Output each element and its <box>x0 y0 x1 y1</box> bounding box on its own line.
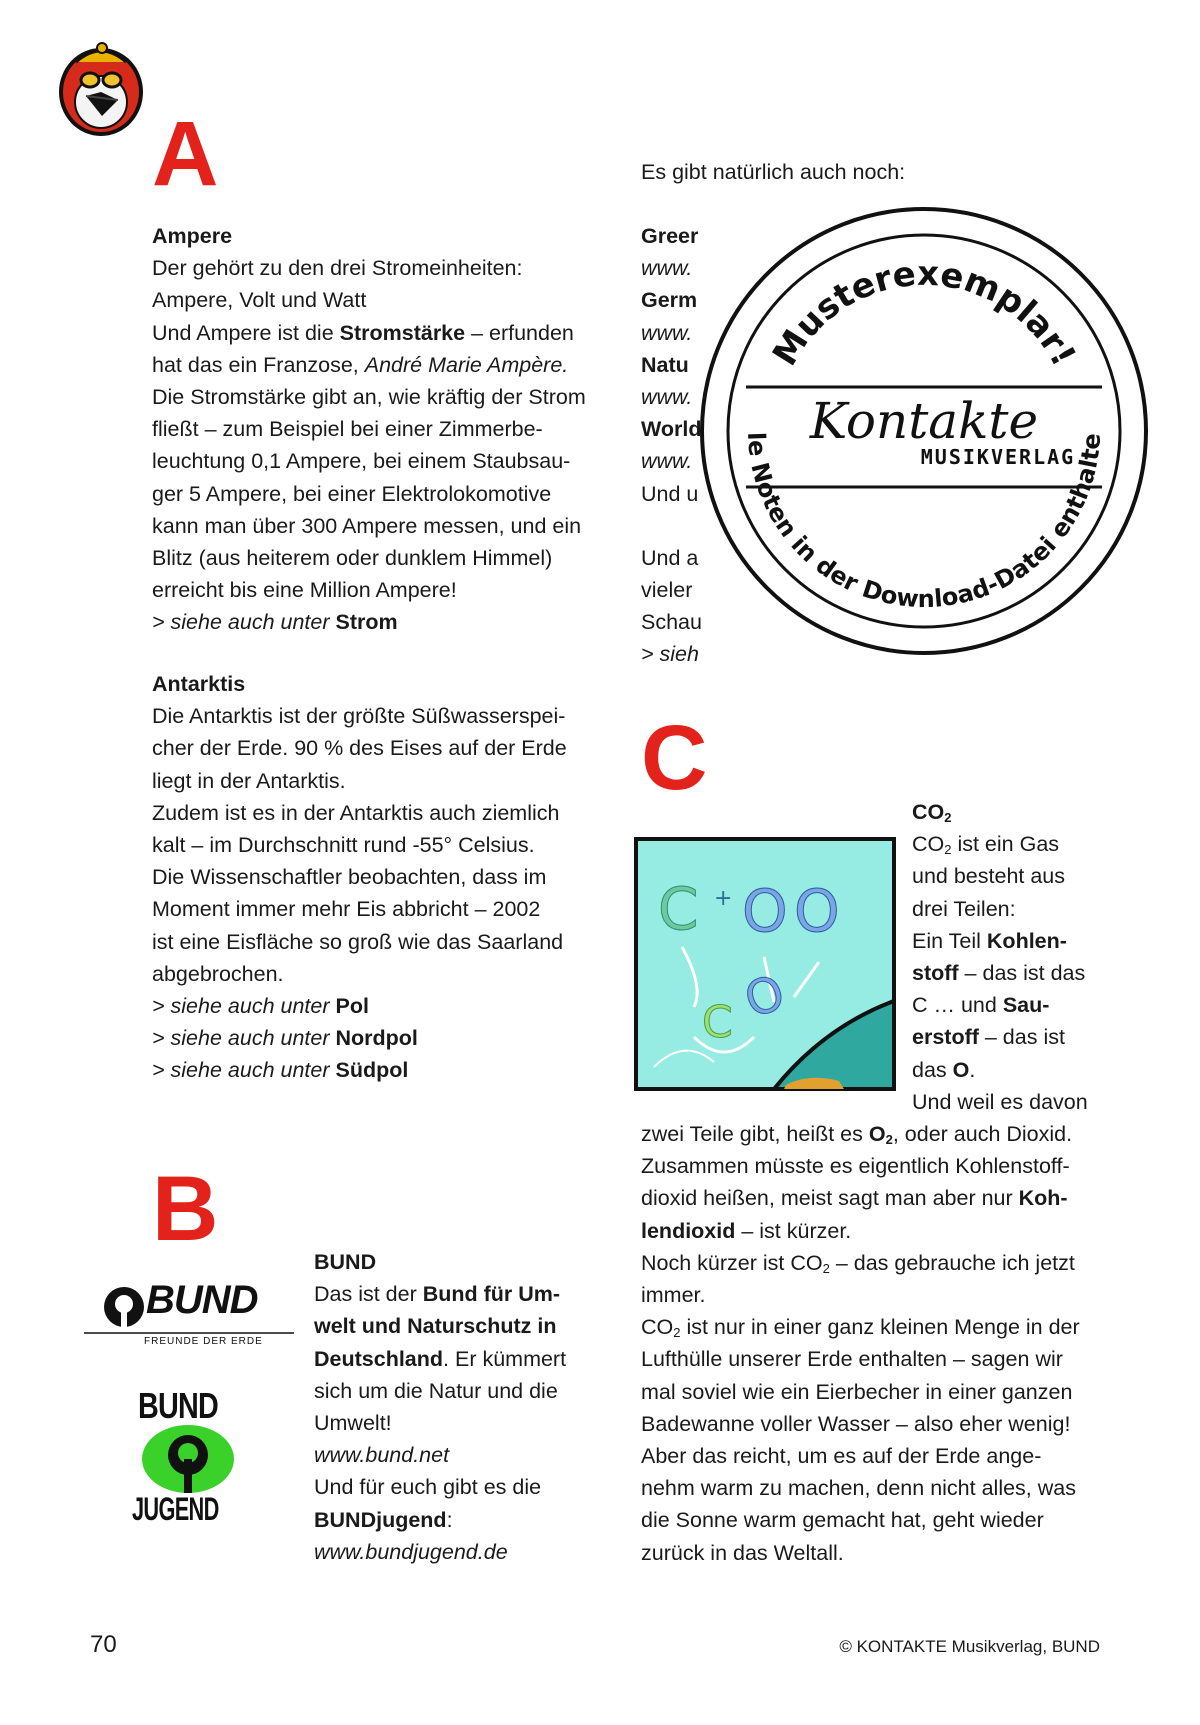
bold-term: erstoff <box>912 1025 979 1050</box>
text: C … und <box>912 993 1003 1018</box>
org-text: Und a <box>641 545 699 570</box>
bund-line <box>314 1343 614 1375</box>
bund-logo-text: BUND <box>146 1278 258 1322</box>
antarktis-line: Moment immer mehr Eis abbricht – 2002 <box>152 897 541 922</box>
text: ist ein Gas <box>951 832 1060 857</box>
illus-carbon-letter: C <box>658 875 699 943</box>
co2-line <box>912 989 1122 1021</box>
see-also-pol[interactable] <box>152 990 622 1022</box>
org-url[interactable]: www. <box>641 320 693 345</box>
see-also-link[interactable]: Strom <box>335 610 398 635</box>
bold-term: Bund für Um- <box>422 1282 561 1307</box>
antarktis-line: Zudem ist es in der Antarktis auch ziemlich <box>152 800 560 825</box>
bold-term: Deutschland <box>314 1346 444 1371</box>
illus-plus-sign: + <box>714 886 733 911</box>
text: Und Ampere ist die <box>152 320 340 345</box>
ampere-line: erreicht bis eine Million Ampere! <box>152 578 457 603</box>
section-letter-c: C <box>641 707 708 809</box>
illus-oxygen-letter: O <box>794 877 840 945</box>
co2-line <box>641 1247 1141 1279</box>
ampere-line: ger 5 Ampere, bei einer Elektrolokomotive <box>152 481 552 506</box>
stamp-brand: Kontakte <box>809 392 1039 450</box>
subscript: 2 <box>885 1132 893 1147</box>
intro-text: Es gibt natürlich auch noch: <box>641 160 906 184</box>
text: CO <box>912 832 945 857</box>
entry-heading-antarktis: Antarktis <box>152 672 246 696</box>
co2-line: zurück in das Weltall. <box>641 1540 844 1565</box>
text: Noch kürzer ist CO <box>641 1250 823 1275</box>
text: . <box>969 1057 976 1082</box>
org-url[interactable]: www. <box>641 256 693 281</box>
bundjugend-logo-top: BUND <box>138 1385 218 1426</box>
entry-heading-bund: BUND <box>314 1250 377 1274</box>
bundjugend-url-link[interactable]: www.bundjugend.de <box>314 1539 508 1564</box>
copyright-notice: © KONTAKTE Musikverlag, BUND <box>839 1637 1100 1656</box>
entry-co2 <box>912 796 1122 1118</box>
bund-line <box>314 1278 614 1310</box>
text: – das ist das <box>958 961 1086 986</box>
org-url[interactable]: www. <box>641 449 693 474</box>
ampere-line: kann man über 300 Ampere messen, und ein <box>152 513 582 538</box>
see-also-prefix: > siehe auch unter <box>152 1058 336 1083</box>
org-text: Und u <box>641 481 699 506</box>
subscript: 2 <box>944 842 952 858</box>
bold-term <box>869 1122 893 1146</box>
co2-line: mal soviel wie ein Eierbecher in einer ganzen <box>641 1379 1073 1404</box>
stamp-arc-top: Musterexemplar! <box>764 253 1084 373</box>
ampere-line <box>152 317 622 349</box>
antarktis-line: liegt in der Antarktis. <box>152 768 346 793</box>
bundjugend-logo-bottom: JUGEND <box>132 1491 219 1527</box>
italic-name: André Marie Ampère. <box>364 352 569 377</box>
bold-term: Koh- <box>1018 1186 1068 1211</box>
bund-line: sich um die Natur und die <box>314 1378 558 1403</box>
bold-term: O <box>952 1057 970 1082</box>
section-letter-b: B <box>152 1158 219 1260</box>
text: Ein Teil <box>912 928 987 953</box>
org-text: Schau <box>641 610 702 635</box>
subscript: 2 <box>944 810 952 825</box>
text: : <box>446 1507 453 1532</box>
co2-line <box>641 1311 1141 1343</box>
co2-line <box>641 1182 1141 1214</box>
text: CO <box>912 800 945 824</box>
bund-line: Und für euch gibt es die <box>314 1475 542 1500</box>
bund-line: Umwelt! <box>314 1411 392 1436</box>
see-also-nordpol[interactable] <box>152 1022 622 1054</box>
co2-line: immer. <box>641 1283 706 1308</box>
see-also-link[interactable]: Pol <box>335 994 369 1019</box>
co2-line: Zusammen müsste es eigentlich Kohlenstoff- <box>641 1154 1070 1179</box>
text: hat das ein Franzose, <box>152 352 365 377</box>
text: O <box>868 1122 886 1146</box>
ampere-line <box>152 349 622 381</box>
ampere-line: leuchtung 0,1 Ampere, bei einem Staubsau- <box>152 449 571 474</box>
see-also-suedpol[interactable] <box>152 1054 622 1086</box>
org-url[interactable]: www. <box>641 385 693 410</box>
antarktis-line: Die Wissenschaftler beobachten, dass im <box>152 865 547 890</box>
antarktis-line: Die Antarktis ist der größte Süßwasserspei- <box>152 704 566 729</box>
see-also-prefix: > siehe auch unter <box>152 1026 336 1051</box>
co2-line: Badewanne voller Wasser – also eher wenig! <box>641 1411 1071 1436</box>
co2-line: drei Teilen: <box>912 896 1016 921</box>
org-name: Greer <box>641 224 699 248</box>
bold-term: lendioxid <box>641 1218 736 1243</box>
stamp-brand-sub: MUSIKVERLAG <box>920 445 1076 469</box>
org-name: World <box>641 417 702 442</box>
text: , oder auch Dioxid. <box>892 1122 1073 1146</box>
entry-heading-ampere: Ampere <box>152 224 233 248</box>
bund-line: welt und Naturschutz in <box>314 1314 557 1339</box>
bold-term: BUNDjugend <box>314 1507 447 1532</box>
text: zwei Teile gibt, heißt es <box>641 1122 869 1146</box>
co2-line: Aber das reicht, um es auf der Erde ange- <box>641 1444 1042 1469</box>
entry-heading-co2 <box>912 796 1122 828</box>
antarktis-line: cher der Erde. 90 % des Eises auf der Erde <box>152 736 567 761</box>
see-also-prefix: > sieh <box>641 642 699 667</box>
org-text: vieler <box>641 578 693 603</box>
antarktis-line: abgebrochen. <box>152 961 284 986</box>
bold-term: stoff <box>912 961 959 986</box>
co2-line: Lufthülle unserer Erde enthalten – sagen wir <box>641 1347 1063 1372</box>
bund-url-link[interactable]: www.bund.net <box>314 1443 450 1468</box>
co2-line <box>912 1021 1122 1053</box>
bold-term: Sau- <box>1002 993 1050 1018</box>
co2-line <box>641 1215 1141 1247</box>
text: . Er kümmert <box>443 1346 567 1371</box>
entry-bund <box>314 1246 614 1568</box>
other-organisations <box>641 156 1061 188</box>
co2-line: die Sonne warm gemacht hat, geht wieder <box>641 1508 1044 1533</box>
sample-stamp <box>698 205 1150 657</box>
antarktis-line: ist eine Eisfläche so groß wie das Saarland <box>152 929 564 954</box>
text: – ist kürzer. <box>735 1218 852 1243</box>
illus-oxygen-letter: O <box>742 877 788 945</box>
co2-line <box>641 1118 1141 1150</box>
subscript: 2 <box>673 1325 681 1341</box>
co2-line <box>912 925 1122 957</box>
text: dioxid heißen, meist sagt man aber nur <box>641 1186 1019 1211</box>
section-letter-a: A <box>152 103 219 205</box>
text: Das ist der <box>314 1282 423 1307</box>
co2-line: nehm warm zu machen, denn nicht alles, was <box>641 1476 1076 1501</box>
penguin-mascot-icon <box>56 40 146 138</box>
see-also-strom[interactable] <box>152 606 622 638</box>
text: – das gebrauche ich jetzt <box>829 1250 1075 1275</box>
antarktis-line: kalt – im Durchschnitt rund -55° Celsius. <box>152 833 535 858</box>
page-number: 70 <box>90 1631 117 1658</box>
co2-line: Und weil es davon <box>912 1089 1088 1114</box>
co2-line <box>912 957 1122 989</box>
ampere-line: fließt – zum Beispiel bei einer Zimmerbe- <box>152 417 543 442</box>
see-also-link[interactable]: Südpol <box>335 1058 409 1083</box>
ampere-line: Blitz (aus heiterem oder dunklem Himmel) <box>152 546 553 571</box>
entry-co2-continued <box>641 1118 1141 1569</box>
co2-line <box>912 828 1122 860</box>
text: – erfunden <box>465 320 574 345</box>
co2-illustration <box>634 837 896 1091</box>
see-also-link[interactable]: Nordpol <box>335 1026 418 1051</box>
ampere-line: Die Stromstärke gibt an, wie kräftig der Strom <box>152 385 586 410</box>
illus-carbon-letter: C <box>702 997 733 1048</box>
bold-term: Kohlen- <box>986 928 1067 953</box>
entry-antarktis <box>152 668 622 1087</box>
ampere-line: Der gehört zu den drei Stromeinheiten: <box>152 256 523 281</box>
ampere-line: Ampere, Volt und Watt <box>152 288 367 313</box>
entry-ampere <box>152 220 622 639</box>
text: – das ist <box>978 1025 1065 1050</box>
see-also-prefix: > siehe auch unter <box>152 994 336 1019</box>
subscript: 2 <box>822 1260 830 1276</box>
bund-logo-subtitle: FREUNDE DER ERDE <box>144 1336 263 1347</box>
bold-term: Stromstärke <box>339 320 466 345</box>
see-also-prefix: > siehe auch unter <box>152 610 336 635</box>
bund-line <box>314 1504 614 1536</box>
org-name: Germ <box>641 288 698 313</box>
co2-line: und besteht aus <box>912 864 1066 889</box>
bundjugend-logo <box>132 1385 248 1531</box>
co2-line <box>912 1054 1122 1086</box>
text: CO <box>641 1315 674 1340</box>
text: das <box>912 1057 953 1082</box>
org-name: Natu <box>641 352 689 377</box>
bund-logo <box>84 1278 294 1352</box>
stamp-arc-bottom: le Noten in der Download-Datei enthalte <box>741 431 1107 614</box>
text: ist nur in einer ganz kleinen Menge in der <box>680 1315 1080 1340</box>
illus-oxygen-letter: O <box>737 963 793 1030</box>
